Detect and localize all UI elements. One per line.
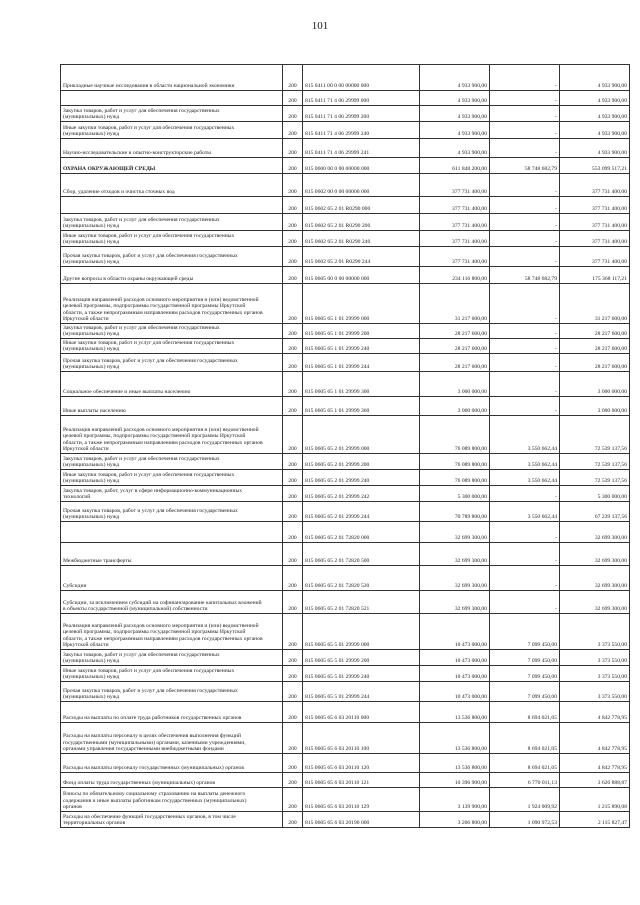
line-code-cell: 200 — [283, 65, 303, 91]
expense-name-cell: Прочая закупка товаров, работ и услуг для обеспечения государственных (муниципальных) нужд — [61, 502, 283, 522]
approved-budget-cell: 3 139 900,00 — [420, 788, 490, 812]
page-number: 101 — [311, 20, 329, 32]
table-row — [61, 723, 630, 754]
line-code-cell: 200 — [283, 614, 303, 650]
table-row — [61, 174, 630, 197]
executed-amount-cell: - — [490, 397, 560, 416]
line-code-cell: 200 — [283, 470, 303, 486]
unexecuted-amount-cell: 4 842 778,95 — [560, 702, 630, 723]
unexecuted-amount-cell: 377 731 400,00 — [560, 197, 630, 214]
approved-budget-cell: 377 731 400,00 — [420, 231, 490, 247]
executed-amount-cell: - — [490, 214, 560, 231]
table-row — [61, 416, 630, 454]
approved-budget-cell: 76 089 800,00 — [420, 454, 490, 470]
unexecuted-amount-cell: 377 731 400,00 — [560, 247, 630, 267]
expense-name-cell: Субсидии, за исключением субсидий на софинансирование капитальных вложений в объекты государственной (муниципальной) собственности — [61, 591, 283, 614]
expense-name-cell: Иные закупки товаров, работ и услуг для обеспечения государственных (муниципальных) нужд — [61, 470, 283, 486]
approved-budget-cell: 10 473 000,00 — [420, 650, 490, 666]
table-row — [61, 702, 630, 723]
table-row — [61, 65, 630, 91]
executed-amount-cell: - — [490, 174, 560, 197]
unexecuted-amount-cell: 4 933 900,00 — [560, 122, 630, 139]
unexecuted-amount-cell: 4 933 900,00 — [560, 91, 630, 106]
budget-classification-code-cell: 815 0411 71 4 06 29999 200 — [303, 106, 420, 122]
table-row — [61, 788, 630, 812]
executed-amount-cell: 1 924 009,92 — [490, 788, 560, 812]
approved-budget-cell: 13 536 800,00 — [420, 754, 490, 773]
approved-budget-cell: 4 933 900,00 — [420, 106, 490, 122]
executed-amount-cell: 3 550 662,44 — [490, 416, 560, 454]
approved-budget-cell: 31 217 600,00 — [420, 284, 490, 324]
approved-budget-cell: 70 789 800,00 — [420, 502, 490, 522]
approved-budget-cell: 32 699 300,00 — [420, 522, 490, 543]
unexecuted-amount-cell: 72 539 137,56 — [560, 470, 630, 486]
expense-name-cell: Реализация направлений расходов основного мероприятия и (или) ведомственной целевой программы, подпрограммы государственной программы Иркутской области, а также непрограммным направлениям расходов государственных органов Иркутской области — [61, 284, 283, 324]
table-row — [61, 773, 630, 788]
unexecuted-amount-cell: 28 217 600,00 — [560, 354, 630, 372]
line-code-cell: 200 — [283, 354, 303, 372]
table-row — [61, 354, 630, 372]
executed-amount-cell: - — [490, 106, 560, 122]
executed-amount-cell: 8 694 021,05 — [490, 754, 560, 773]
budget-classification-code-cell: 815 0605 65 2 01 72820 521 — [303, 591, 420, 614]
budget-classification-code-cell: 815 0605 65 2 01 72820 000 — [303, 522, 420, 543]
approved-budget-cell: 10 473 000,00 — [420, 614, 490, 650]
budget-classification-code-cell: 815 0605 65 2 01 72820 520 — [303, 566, 420, 591]
budget-classification-code-cell: 815 0605 65 5 01 29999 200 — [303, 650, 420, 666]
approved-budget-cell: 5 300 000,00 — [420, 486, 490, 502]
line-code-cell: 200 — [283, 591, 303, 614]
expense-name-cell: Закупка товаров, работ и услуг для обеспечения государственных (муниципальных) нужд — [61, 324, 283, 339]
table-row — [61, 486, 630, 502]
expense-name-cell — [61, 522, 283, 543]
table-row — [61, 591, 630, 614]
executed-amount-cell: - — [490, 284, 560, 324]
line-code-cell: 200 — [283, 486, 303, 502]
table-row — [61, 682, 630, 702]
approved-budget-cell: 28 217 600,00 — [420, 324, 490, 339]
line-code-cell: 200 — [283, 566, 303, 591]
budget-classification-code-cell: 815 0605 65 1 01 29999 360 — [303, 397, 420, 416]
unexecuted-amount-cell: 3 373 550,00 — [560, 666, 630, 682]
unexecuted-amount-cell: 32 699 300,00 — [560, 591, 630, 614]
expense-name-cell — [61, 197, 283, 214]
table-row — [61, 158, 630, 174]
line-code-cell: 200 — [283, 372, 303, 397]
table-row — [61, 543, 630, 566]
budget-classification-code-cell: 815 0605 65 6 03 20110 120 — [303, 754, 420, 773]
approved-budget-cell: 76 089 800,00 — [420, 470, 490, 486]
budget-classification-code-cell: 815 0605 65 2 01 72820 500 — [303, 543, 420, 566]
budget-classification-code-cell: 815 0605 65 2 01 29999 000 — [303, 416, 420, 454]
line-code-cell: 200 — [283, 522, 303, 543]
budget-classification-code-cell: 815 0605 65 5 01 29999 000 — [303, 614, 420, 650]
table-row — [61, 454, 630, 470]
executed-amount-cell: - — [490, 91, 560, 106]
approved-budget-cell: 76 089 800,00 — [420, 416, 490, 454]
budget-classification-code-cell: 815 0605 65 1 01 29999 000 — [303, 284, 420, 324]
expense-name-cell: Субсидии — [61, 566, 283, 591]
table-row — [61, 339, 630, 354]
table-row — [61, 284, 630, 324]
line-code-cell: 200 — [283, 247, 303, 267]
table-row — [61, 470, 630, 486]
line-code-cell: 200 — [283, 650, 303, 666]
unexecuted-amount-cell: 4 933 900,00 — [560, 65, 630, 91]
executed-amount-cell: - — [490, 324, 560, 339]
approved-budget-cell: 10 396 900,00 — [420, 773, 490, 788]
expense-name-cell — [61, 91, 283, 106]
line-code-cell: 200 — [283, 502, 303, 522]
approved-budget-cell: 13 536 800,00 — [420, 702, 490, 723]
line-code-cell: 200 — [283, 231, 303, 247]
executed-amount-cell: 3 550 662,44 — [490, 470, 560, 486]
approved-budget-cell: 32 699 300,00 — [420, 566, 490, 591]
executed-amount-cell: 6 770 011,13 — [490, 773, 560, 788]
budget-classification-code-cell: 815 0605 65 2 01 29999 200 — [303, 454, 420, 470]
budget-classification-code-cell: 815 0602 65 2 01 R0290 244 — [303, 247, 420, 267]
expense-name-cell: Иные выплаты населению — [61, 397, 283, 416]
unexecuted-amount-cell: 32 699 300,00 — [560, 566, 630, 591]
executed-amount-cell: - — [490, 122, 560, 139]
line-code-cell: 200 — [283, 397, 303, 416]
executed-amount-cell: 7 099 450,00 — [490, 682, 560, 702]
expense-name-cell: Закупка товаров, работ и услуг для обеспечения государственных (муниципальных) нужд — [61, 650, 283, 666]
unexecuted-amount-cell: 4 933 900,00 — [560, 139, 630, 158]
expense-name-cell: Закупка товаров, работ и услуг для обеспечения государственных (муниципальных) нужд — [61, 454, 283, 470]
line-code-cell: 200 — [283, 454, 303, 470]
executed-amount-cell: - — [490, 486, 560, 502]
unexecuted-amount-cell: 4 842 778,95 — [560, 754, 630, 773]
expense-name-cell: Другие вопросы в области охраны окружающей среды — [61, 267, 283, 284]
approved-budget-cell: 4 933 900,00 — [420, 65, 490, 91]
expense-name-cell: Прочая закупка товаров, работ и услуг для обеспечения государственных (муниципальных) нужд — [61, 247, 283, 267]
line-code-cell: 200 — [283, 416, 303, 454]
table-row — [61, 122, 630, 139]
table-row — [61, 91, 630, 106]
line-code-cell: 200 — [283, 158, 303, 174]
executed-amount-cell: - — [490, 566, 560, 591]
unexecuted-amount-cell: 72 539 137,56 — [560, 416, 630, 454]
approved-budget-cell: 3 206 800,00 — [420, 812, 490, 828]
table-row — [61, 650, 630, 666]
approved-budget-cell: 3 000 000,00 — [420, 372, 490, 397]
budget-classification-code-cell: 815 0411 00 0 00 00000 000 — [303, 65, 420, 91]
line-code-cell: 200 — [283, 812, 303, 828]
approved-budget-cell: 4 933 900,00 — [420, 139, 490, 158]
expense-name-cell: Закупка товаров, работ и услуг для обеспечения государственных (муниципальных) нужд — [61, 106, 283, 122]
approved-budget-cell: 32 699 300,00 — [420, 591, 490, 614]
table-body — [61, 65, 630, 828]
expense-name-cell: Прикладные научные исследования в области национальной экономики — [61, 65, 283, 91]
budget-classification-code-cell: 815 0605 65 2 01 29999 242 — [303, 486, 420, 502]
unexecuted-amount-cell: 553 099 517,21 — [560, 158, 630, 174]
executed-amount-cell: - — [490, 247, 560, 267]
expense-name-cell: Прочая закупка товаров, работ и услуг для обеспечения государственных (муниципальных) нужд — [61, 682, 283, 702]
unexecuted-amount-cell: 28 217 600,00 — [560, 324, 630, 339]
approved-budget-cell: 377 731 400,00 — [420, 174, 490, 197]
line-code-cell: 200 — [283, 174, 303, 197]
executed-amount-cell: - — [490, 65, 560, 91]
expense-name-cell: Расходы на обеспечение функций государственных органов, в том числе территориальных органов — [61, 812, 283, 828]
unexecuted-amount-cell: 3 373 550,00 — [560, 682, 630, 702]
unexecuted-amount-cell: 32 699 300,00 — [560, 543, 630, 566]
table-row — [61, 614, 630, 650]
line-code-cell: 200 — [283, 754, 303, 773]
line-code-cell: 200 — [283, 324, 303, 339]
expense-name-cell: Иные закупки товаров, работ и услуг для обеспечения государственных (муниципальных) нужд — [61, 122, 283, 139]
expense-name-cell: Социальное обеспечение и иные выплаты населению — [61, 372, 283, 397]
expense-name-cell: Иные закупки товаров, работ и услуг для обеспечения государственных (муниципальных) нужд — [61, 339, 283, 354]
table-row — [61, 106, 630, 122]
unexecuted-amount-cell: 377 731 400,00 — [560, 214, 630, 231]
budget-classification-code-cell: 815 0605 65 1 01 29999 300 — [303, 372, 420, 397]
budget-classification-code-cell: 815 0602 65 2 01 R0290 200 — [303, 214, 420, 231]
executed-amount-cell: - — [490, 354, 560, 372]
approved-budget-cell: 3 000 000,00 — [420, 397, 490, 416]
budget-classification-code-cell: 815 0605 65 5 01 29999 240 — [303, 666, 420, 682]
expense-name-cell: Закупка товаров, работ, услуг в сфере информационно-коммуникационных технологий — [61, 486, 283, 502]
line-code-cell: 200 — [283, 788, 303, 812]
budget-classification-code-cell: 815 0605 65 1 01 29999 200 — [303, 324, 420, 339]
table-row — [61, 267, 630, 284]
unexecuted-amount-cell: 377 731 400,00 — [560, 174, 630, 197]
line-code-cell: 200 — [283, 543, 303, 566]
table-row — [61, 231, 630, 247]
expense-name-cell: Реализация направлений расходов основного мероприятия и (или) ведомственной целевой программы, подпрограммы государственной программы Иркутской области, а также непрограммным направлениям расходов государственных органов Иркутской области — [61, 614, 283, 650]
line-code-cell: 200 — [283, 106, 303, 122]
unexecuted-amount-cell: 28 217 600,00 — [560, 339, 630, 354]
table-row — [61, 522, 630, 543]
executed-amount-cell: 3 550 662,44 — [490, 502, 560, 522]
approved-budget-cell: 611 848 200,00 — [420, 158, 490, 174]
line-code-cell: 200 — [283, 267, 303, 284]
budget-classification-code-cell: 815 0411 71 4 06 29999 000 — [303, 91, 420, 106]
budget-classification-code-cell: 815 0605 65 1 01 29999 240 — [303, 339, 420, 354]
approved-budget-cell: 10 473 000,00 — [420, 682, 490, 702]
expense-name-cell: Прочая закупка товаров, работ и услуг для обеспечения государственных (муниципальных) нужд — [61, 354, 283, 372]
budget-classification-code-cell: 815 0605 00 0 00 00000 000 — [303, 267, 420, 284]
budget-classification-code-cell: 815 0411 71 4 06 29999 241 — [303, 139, 420, 158]
approved-budget-cell: 377 731 400,00 — [420, 214, 490, 231]
expense-name-cell: Сбор, удаление отходов и очистка сточных вод — [61, 174, 283, 197]
expense-name-cell: Расходы на выплаты персоналу государственных (муниципальных) органов — [61, 754, 283, 773]
budget-classification-code-cell: 815 0602 65 2 01 R0290 000 — [303, 197, 420, 214]
executed-amount-cell: 3 550 662,44 — [490, 454, 560, 470]
unexecuted-amount-cell: 3 000 000,00 — [560, 397, 630, 416]
table-row — [61, 197, 630, 214]
expense-name-cell: Расходы на выплаты по оплате труда работников государственных органов — [61, 702, 283, 723]
unexecuted-amount-cell: 3 626 888,87 — [560, 773, 630, 788]
table-row — [61, 214, 630, 231]
approved-budget-cell: 4 933 900,00 — [420, 122, 490, 139]
expense-name-cell: Иные закупки товаров, работ и услуг для обеспечения государственных (муниципальных) нужд — [61, 666, 283, 682]
executed-amount-cell: - — [490, 339, 560, 354]
table-row — [61, 139, 630, 158]
approved-budget-cell: 10 473 000,00 — [420, 666, 490, 682]
expense-name-cell: Фонд оплаты труда государственных (муниципальных) органов — [61, 773, 283, 788]
unexecuted-amount-cell: 3 373 550,00 — [560, 650, 630, 666]
table-row — [61, 397, 630, 416]
budget-classification-code-cell: 815 0605 65 6 03 20110 129 — [303, 788, 420, 812]
executed-amount-cell: 7 099 450,00 — [490, 614, 560, 650]
budget-classification-code-cell: 815 0600 00 0 00 00000 000 — [303, 158, 420, 174]
budget-classification-code-cell: 815 0605 65 2 01 29999 244 — [303, 502, 420, 522]
line-code-cell: 200 — [283, 723, 303, 754]
approved-budget-cell: 377 731 400,00 — [420, 197, 490, 214]
line-code-cell: 200 — [283, 139, 303, 158]
expense-name-cell: Закупка товаров, работ и услуг для обеспечения государственных (муниципальных) нужд — [61, 214, 283, 231]
unexecuted-amount-cell: 4 933 900,00 — [560, 106, 630, 122]
approved-budget-cell: 32 699 300,00 — [420, 543, 490, 566]
approved-budget-cell: 234 116 800,00 — [420, 267, 490, 284]
executed-amount-cell: - — [490, 522, 560, 543]
budget-classification-code-cell: 815 0605 65 6 03 20110 100 — [303, 723, 420, 754]
executed-amount-cell: - — [490, 197, 560, 214]
expense-name-cell: Реализация направлений расходов основного мероприятия и (или) ведомственной целевой программы, подпрограммы государственной программы Иркутской области, а также непрограммным направлениям расходов государственных органов Иркутской области — [61, 416, 283, 454]
approved-budget-cell: 28 217 600,00 — [420, 339, 490, 354]
executed-amount-cell: - — [490, 231, 560, 247]
budget-classification-code-cell: 815 0605 65 1 01 29999 244 — [303, 354, 420, 372]
budget-classification-code-cell: 815 0602 65 2 01 R0290 240 — [303, 231, 420, 247]
budget-classification-code-cell: 815 0411 71 4 06 29999 240 — [303, 122, 420, 139]
line-code-cell: 200 — [283, 214, 303, 231]
executed-amount-cell: 1 090 972,53 — [490, 812, 560, 828]
unexecuted-amount-cell: 32 699 300,00 — [560, 522, 630, 543]
line-code-cell: 200 — [283, 682, 303, 702]
executed-amount-cell: 7 099 450,00 — [490, 666, 560, 682]
executed-amount-cell: 58 748 682,79 — [490, 267, 560, 284]
unexecuted-amount-cell: 4 842 778,95 — [560, 723, 630, 754]
line-code-cell: 200 — [283, 197, 303, 214]
unexecuted-amount-cell: 31 217 600,00 — [560, 284, 630, 324]
executed-amount-cell: 8 694 021,05 — [490, 702, 560, 723]
unexecuted-amount-cell: 2 115 827,47 — [560, 812, 630, 828]
approved-budget-cell: 377 731 400,00 — [420, 247, 490, 267]
budget-classification-code-cell: 815 0605 65 2 01 29999 240 — [303, 470, 420, 486]
expense-name-cell: Взносы по обязательному социальному страхованию на выплаты денежного содержания и иные выплаты работникам государственных (муниципальных) органов — [61, 788, 283, 812]
unexecuted-amount-cell: 377 731 400,00 — [560, 231, 630, 247]
line-code-cell: 200 — [283, 122, 303, 139]
line-code-cell: 200 — [283, 284, 303, 324]
unexecuted-amount-cell: 3 000 000,00 — [560, 372, 630, 397]
budget-classification-code-cell: 815 0605 65 6 03 20110 121 — [303, 773, 420, 788]
table-row — [61, 566, 630, 591]
unexecuted-amount-cell: 72 539 137,56 — [560, 454, 630, 470]
line-code-cell: 200 — [283, 702, 303, 723]
table-row — [61, 666, 630, 682]
executed-amount-cell: - — [490, 139, 560, 158]
line-code-cell: 200 — [283, 666, 303, 682]
executed-amount-cell: 7 099 450,00 — [490, 650, 560, 666]
line-code-cell: 200 — [283, 91, 303, 106]
budget-classification-code-cell: 815 0605 65 6 03 20190 000 — [303, 812, 420, 828]
expense-name-cell: Расходы на выплаты персоналу в целях обеспечения выполнения функций государственными (муниципальными) органами, казенными учреждениями, органами управления государственными внебюджетными фондами — [61, 723, 283, 754]
approved-budget-cell: 4 933 900,00 — [420, 91, 490, 106]
approved-budget-cell: 28 217 600,00 — [420, 354, 490, 372]
budget-classification-code-cell: 815 0605 65 5 01 29999 244 — [303, 682, 420, 702]
unexecuted-amount-cell: 5 300 000,00 — [560, 486, 630, 502]
table-row — [61, 324, 630, 339]
executed-amount-cell: - — [490, 543, 560, 566]
unexecuted-amount-cell: 3 373 550,00 — [560, 614, 630, 650]
unexecuted-amount-cell: 1 215 890,08 — [560, 788, 630, 812]
table-row — [61, 502, 630, 522]
budget-classification-code-cell: 815 0605 65 6 03 20110 000 — [303, 702, 420, 723]
unexecuted-amount-cell: 67 239 137,56 — [560, 502, 630, 522]
expense-name-cell: Научно-исследовательские и опытно-конструкторские работы — [61, 139, 283, 158]
table-row — [61, 754, 630, 773]
executed-amount-cell: - — [490, 591, 560, 614]
executed-amount-cell: - — [490, 372, 560, 397]
table-row — [61, 247, 630, 267]
executed-amount-cell: 58 748 682,79 — [490, 158, 560, 174]
expense-name-cell: ОХРАНА ОКРУЖАЮЩЕЙ СРЕДЫ — [61, 158, 283, 174]
table-row — [61, 812, 630, 828]
expense-name-cell: Межбюджетные трансферты — [61, 543, 283, 566]
table-row — [61, 372, 630, 397]
line-code-cell: 200 — [283, 773, 303, 788]
budget-classification-code-cell: 815 0602 00 0 00 00000 000 — [303, 174, 420, 197]
unexecuted-amount-cell: 175 368 117,21 — [560, 267, 630, 284]
expense-name-cell: Иные закупки товаров, работ и услуг для обеспечения государственных (муниципальных) нужд — [61, 231, 283, 247]
executed-amount-cell: 8 694 021,05 — [490, 723, 560, 754]
line-code-cell: 200 — [283, 339, 303, 354]
approved-budget-cell: 13 536 800,00 — [420, 723, 490, 754]
budget-execution-table — [60, 64, 630, 828]
